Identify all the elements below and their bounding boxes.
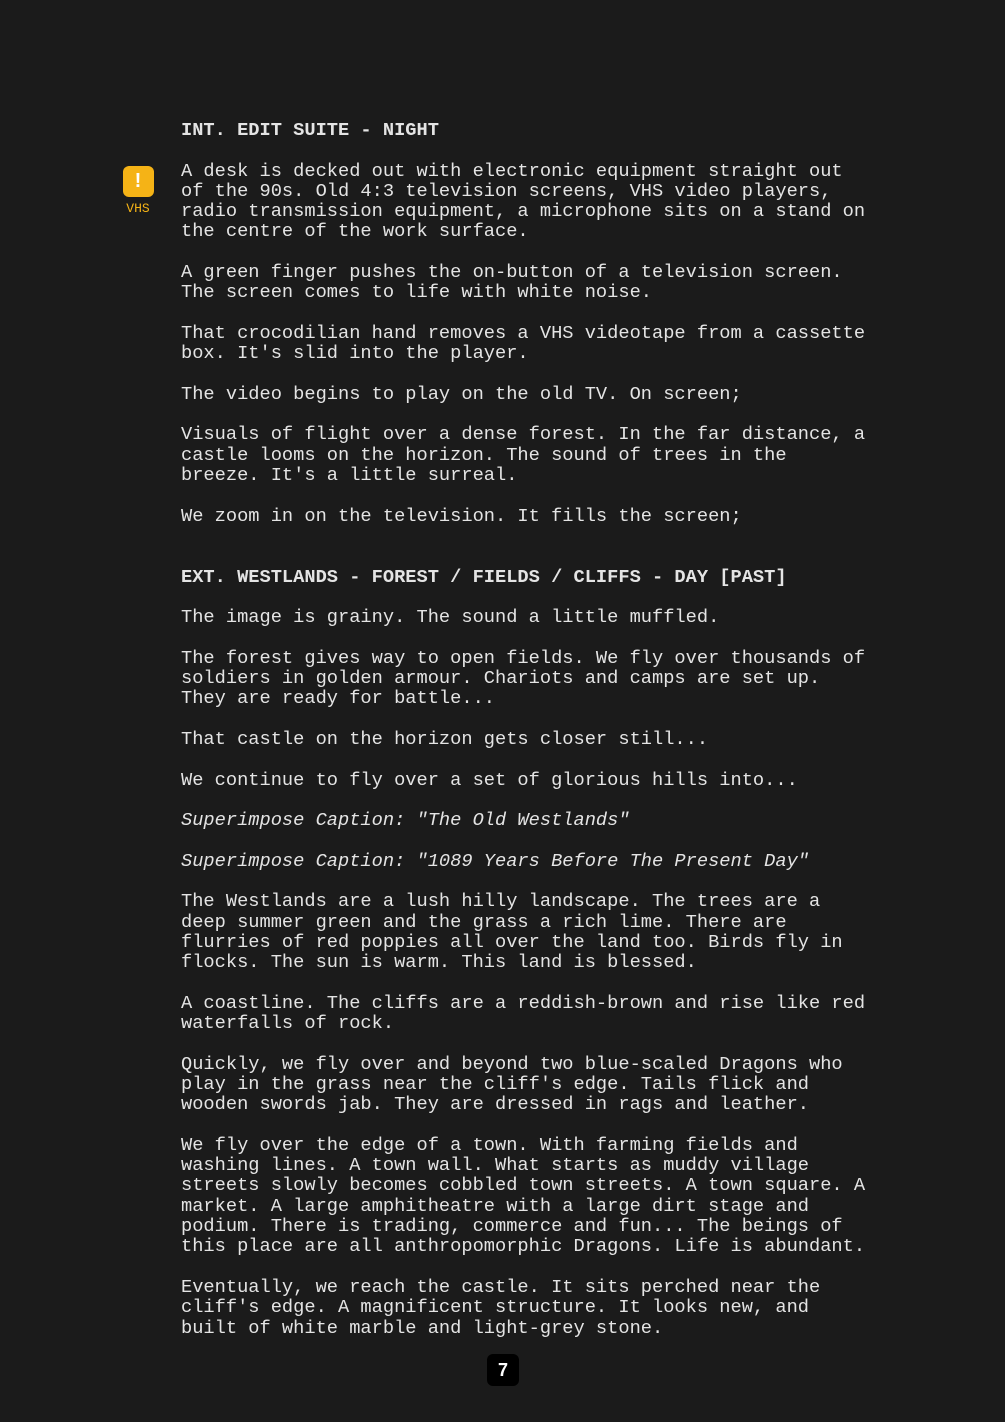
- script-note-marker[interactable]: [119, 166, 157, 216]
- screenplay-page: [181, 120, 941, 1358]
- action-line: We fly over the edge of a town. With farming fields and washing lines. A town wall. What starts as muddy village streets slowly becomes cobbled town streets. A town square. A market. A large amphitheatre with a large dirt stage and podium. There is trading, commerce and fun... The beings of this place are all anthropomorphic Dragons. Life is abundant.: [181, 1133, 866, 1258]
- action-line: That crocodilian hand removes a VHS videotape from a cassette box. It's slid into the player.: [181, 321, 866, 365]
- action-line: A coastline. The cliffs are a reddish-brown and rise like red waterfalls of rock.: [181, 991, 866, 1035]
- action-line: Visuals of flight over a dense forest. In the far distance, a castle looms on the horizon. The sound of trees in the breeze. It's a little surreal.: [181, 423, 866, 487]
- caption-line: Superimpose Caption: "The Old Westlands": [181, 809, 630, 832]
- caption-line: Superimpose Caption: "1089 Years Before The Present Day": [181, 849, 810, 872]
- action-line: Eventually, we reach the castle. It sits perched near the cliff's edge. A magnificent structure. It looks new, and built of white marble and light-grey stone.: [181, 1275, 821, 1339]
- page-number: 7: [487, 1354, 519, 1386]
- action-line: That castle on the horizon gets closer still...: [181, 727, 709, 750]
- exclamation-icon[interactable]: !: [123, 166, 154, 197]
- action-line: Quickly, we fly over and beyond two blue-scaled Dragons who play in the grass near the cliff's edge. Tails flick and wooden swords jab. They are dressed in rags and leather.: [181, 1052, 843, 1116]
- action-line: The video begins to play on the old TV. On screen;: [181, 382, 742, 405]
- action-line: The forest gives way to open fields. We fly over thousands of soldiers in golden armour. Chariots and camps are set up. They are ready for battle...: [181, 646, 866, 710]
- action-line: A green finger pushes the on-button of a television screen. The screen comes to life with white noise.: [181, 261, 843, 304]
- scene-heading: INT. EDIT SUITE - NIGHT: [181, 119, 439, 141]
- action-line: We zoom in on the television. It fills the screen;: [181, 504, 742, 527]
- action-line: The image is grainy. The sound a little muffled.: [181, 606, 720, 629]
- action-line: A desk is decked out with electronic equipment straight out of the 90s. Old 4:3 television screens, VHS video players, radio transmission equipment, a microphone sits on a stand on the centre of the work surface.: [181, 159, 866, 243]
- action-line: We continue to fly over a set of glorious hills into...: [181, 768, 798, 791]
- action-line: The Westlands are a lush hilly landscape. The trees are a deep summer green and the grass a rich lime. There are flurries of red poppies all over the land too. Birds fly in flocks. The sun is warm. This land is blessed.: [181, 890, 843, 974]
- scene-heading: EXT. WESTLANDS - FOREST / FIELDS / CLIFFS - DAY [PAST]: [181, 565, 787, 588]
- note-label: VHS: [126, 201, 150, 216]
